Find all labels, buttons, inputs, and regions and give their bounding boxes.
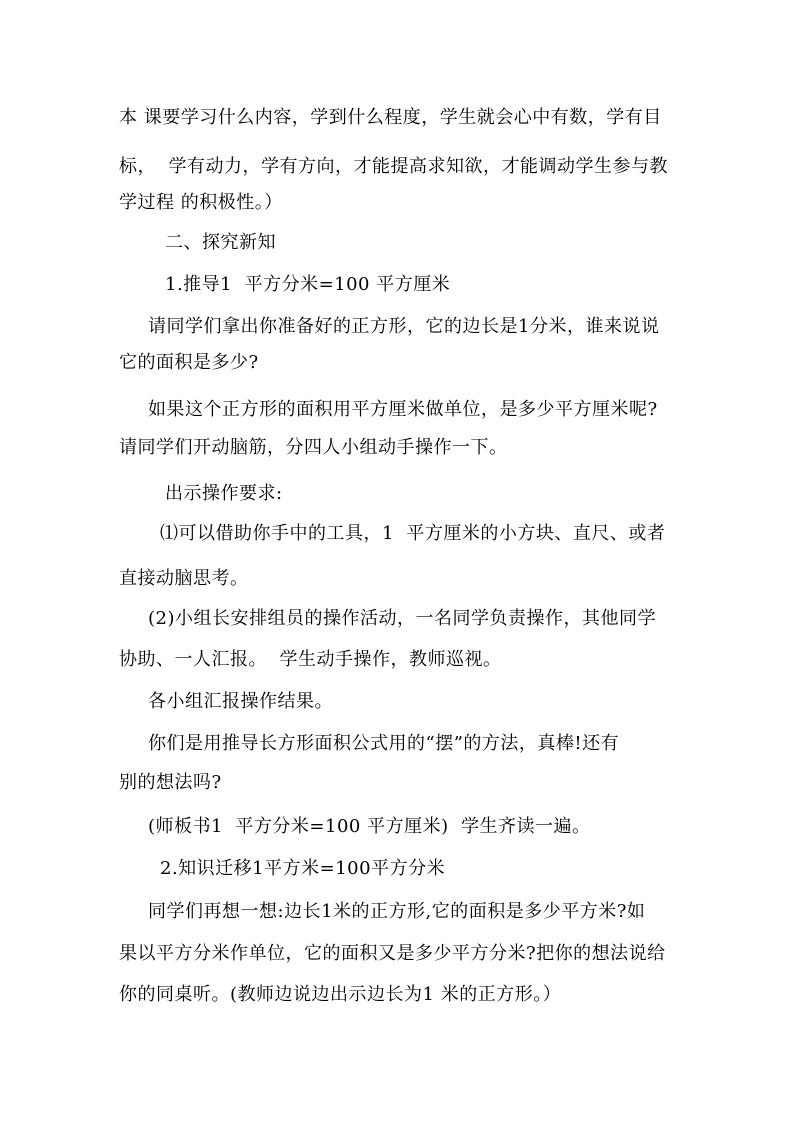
subsection-heading-2: 2.知识迁移1平方米=100平方分米 [160,858,446,879]
requirements-heading: 出示操作要求: [165,483,283,504]
paragraph-line-9: 你们是用推导长方形面积公式用的“摆”的方法，真棒!还有 [148,733,620,754]
paragraph-line-11: 同学们再想一想:边长1米的正方形,它的面积是多少平方米?如 [148,901,646,922]
paragraph-line-2: 标， 学有动力，学有方向，才能提高求知欲，才能调动学生参与教 [119,156,668,177]
requirement-1-line-2: 直接动脑思考。 [119,568,249,589]
requirement-1-line-1: ⑴可以借助你手中的工具，1 平方厘米的小方块、直尺、或者 [160,523,666,544]
paragraph-line-5: 它的面积是多少? [119,352,259,373]
requirement-2-line-2: 协助、一人汇报。 学生动手操作，教师巡视。 [119,649,502,670]
paragraph-line-6: 如果这个正方形的面积用平方厘米做单位，是多少平方厘米呢? [148,399,658,420]
paragraph-line-7: 请同学们开动脑筋，分四人小组动手操作一下。 [119,437,508,458]
board-note: (师板书1 平方分米=100 平方厘米) 学生齐读一遍。 [148,816,591,837]
paragraph-line-13: 你的同桌听。(教师边说边出示边长为1 米的正方形。） [119,984,562,1005]
paragraph-line-8: 各小组汇报操作结果。 [148,691,333,712]
paragraph-line-12: 果以平方分米作单位，它的面积又是多少平方分米?把你的想法说给 [119,943,666,964]
paragraph-line-3: 学过程 的积极性。） [119,192,283,213]
section-heading: 二、探究新知 [165,232,276,253]
paragraph-line-1: 本 课要学习什么内容，学到什么程度，学生就会心中有数，学有目 [119,107,662,128]
subsection-heading-1: 1.推导1 平方分米=100 平方厘米 [165,274,451,295]
requirement-2-line-1: (2)小组长安排组员的操作活动，一名同学负责操作，其他同学 [148,608,656,629]
paragraph-line-4: 请同学们拿出你准备好的正方形，它的边长是1分米，谁来说说 [148,316,660,337]
paragraph-line-10: 别的想法吗? [119,772,222,793]
